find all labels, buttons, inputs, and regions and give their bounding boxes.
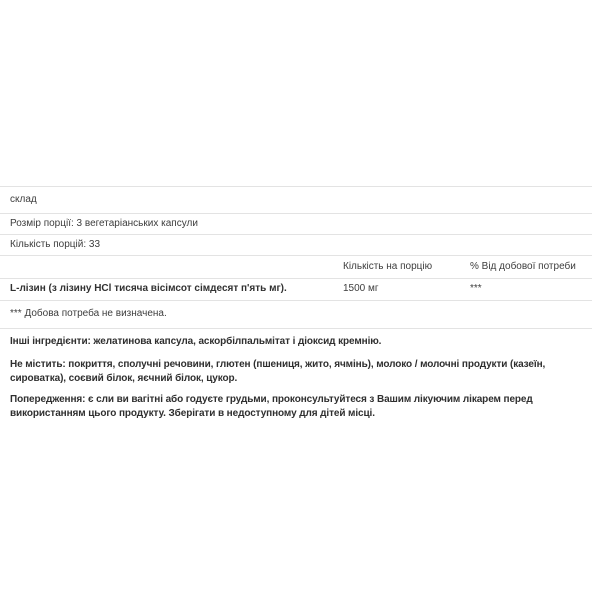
- ingredient-daily-value: ***: [470, 283, 482, 294]
- warnings-paragraph: Попередження: є сли ви вагітні або годуєте грудьми, проконсультуйтеся з Вашим лікуючим лікарем перед використанням цього продукту. Зберігати в недоступному для дітей місці.: [10, 394, 533, 419]
- supplement-facts-section: [0, 186, 592, 421]
- daily-value-footnote: *** Добова потреба не визначена.: [0, 301, 592, 329]
- nutrition-table-header-spacer: [10, 261, 343, 273]
- servings-per-container-row: Кількість порцій: 33: [0, 235, 592, 256]
- does-not-contain-paragraph: Не містить: покриття, сполучні речовини, глютен (пшениця, жито, ячмінь), молоко / молочні продукти (казеїн, сироватка), соєвий білок, яєчний білок, цукор.: [10, 359, 546, 384]
- amount-per-serving-header: Кількість на порцію: [343, 261, 433, 272]
- serving-size-row: Розмір порції: 3 вегетаріанських капсули: [0, 214, 592, 235]
- ingredient-name: L-лізин (з лізину HCl тисяча вісімсот сімдесят п'ять мг).: [10, 283, 287, 294]
- table-row-lysine: [0, 279, 592, 301]
- other-ingredients-paragraph: Інші інгредієнти: желатинова капсула, аскорбілпальмітат і діоксид кремнію.: [10, 336, 382, 347]
- ingredient-amount: 1500 мг: [343, 283, 379, 294]
- composition-section-title: склад: [0, 186, 592, 214]
- percent-daily-value-header: % Від добової потреби: [470, 261, 576, 272]
- nutrition-table-header-row: [0, 256, 592, 279]
